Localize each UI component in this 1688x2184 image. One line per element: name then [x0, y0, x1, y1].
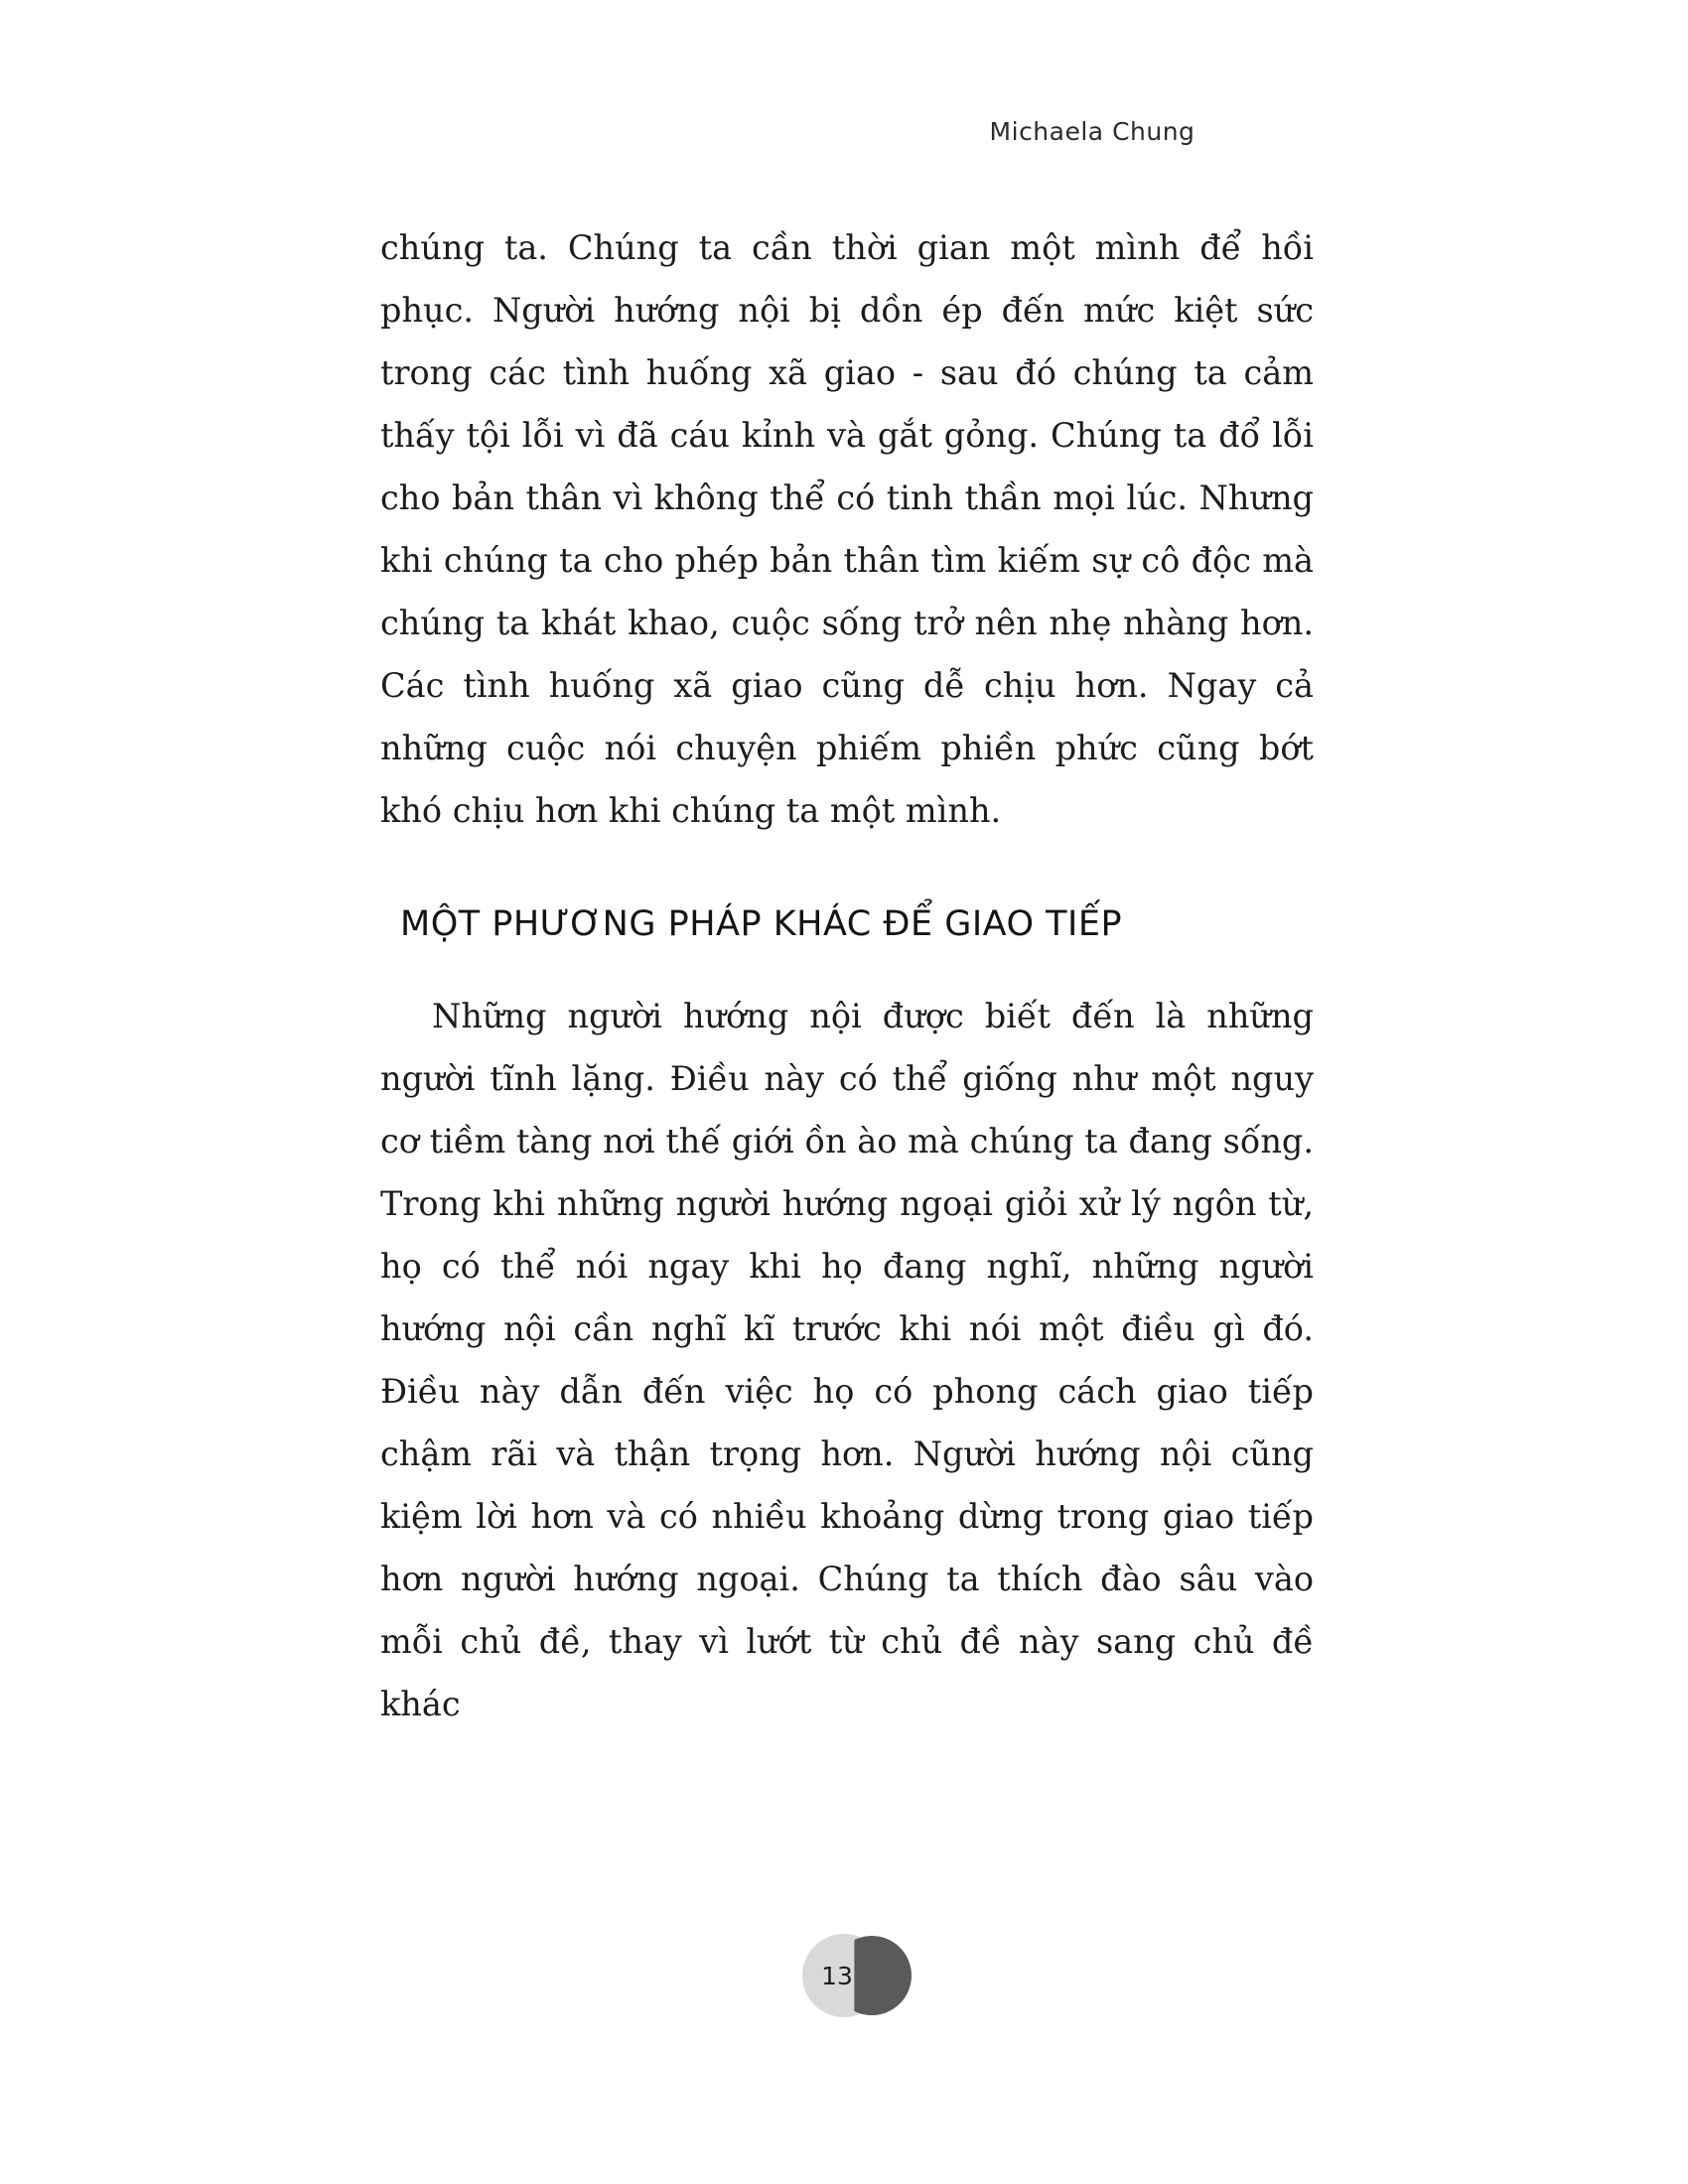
running-head — [0, 117, 1688, 146]
paragraph-body: Những người hướng nội được biết đến là những người tĩnh lặng. Điều này có thể giống như một nguy cơ tiềm tàng nơi thế giới ồn ào mà chúng ta đang sống. Trong khi những người hướng ngoại giỏi xử lý ngôn từ, họ có thể nói ngay khi họ đang nghĩ, những người hướng nội cần nghĩ kĩ trước khi nói một điều gì đó. Điều này dẫn đến việc họ có phong cách giao tiếp chậm rãi và thận trọng hơn. Người hướng nội cũng kiệm lời hơn và có nhiều khoảng dừng trong giao tiếp hơn người hướng ngoại. Chúng ta thích đào sâu vào mỗi chủ đề, thay vì lướt từ chủ đề này sang chủ đề khác — [380, 997, 1314, 1723]
page-number: 13 — [821, 1961, 853, 1990]
paragraph-continued: chúng ta. Chúng ta cần thời gian một mình để hồi phục. Người hướng nội bị dồn ép đến mức kiệt sức trong các tình huống xã giao - sau đó chúng ta cảm thấy tội lỗi vì đã cáu kỉnh và gắt gỏng. Chúng ta đổ lỗi cho bản thân vì không thể có tinh thần mọi lúc. Nhưng khi chúng ta cho phép bản thân tìm kiếm sự cô độc mà chúng ta khát khao, cuộc sống trở nên nhẹ nhàng hơn. Các tình huống xã giao cũng dễ chịu hơn. Ngay cả những cuộc nói chuyện phiếm phiền phức cũng bớt khó chịu hơn khi chúng ta một mình. — [380, 228, 1314, 830]
page-number-footer — [0, 1931, 1688, 2020]
section-heading: MỘT PHƯƠNG PHÁP KHÁC ĐỂ GIAO TIẾP — [400, 904, 1123, 944]
folio-badge — [802, 1934, 886, 2017]
page-content — [380, 216, 1314, 1735]
running-head-text: Michaela Chung — [989, 117, 1196, 146]
